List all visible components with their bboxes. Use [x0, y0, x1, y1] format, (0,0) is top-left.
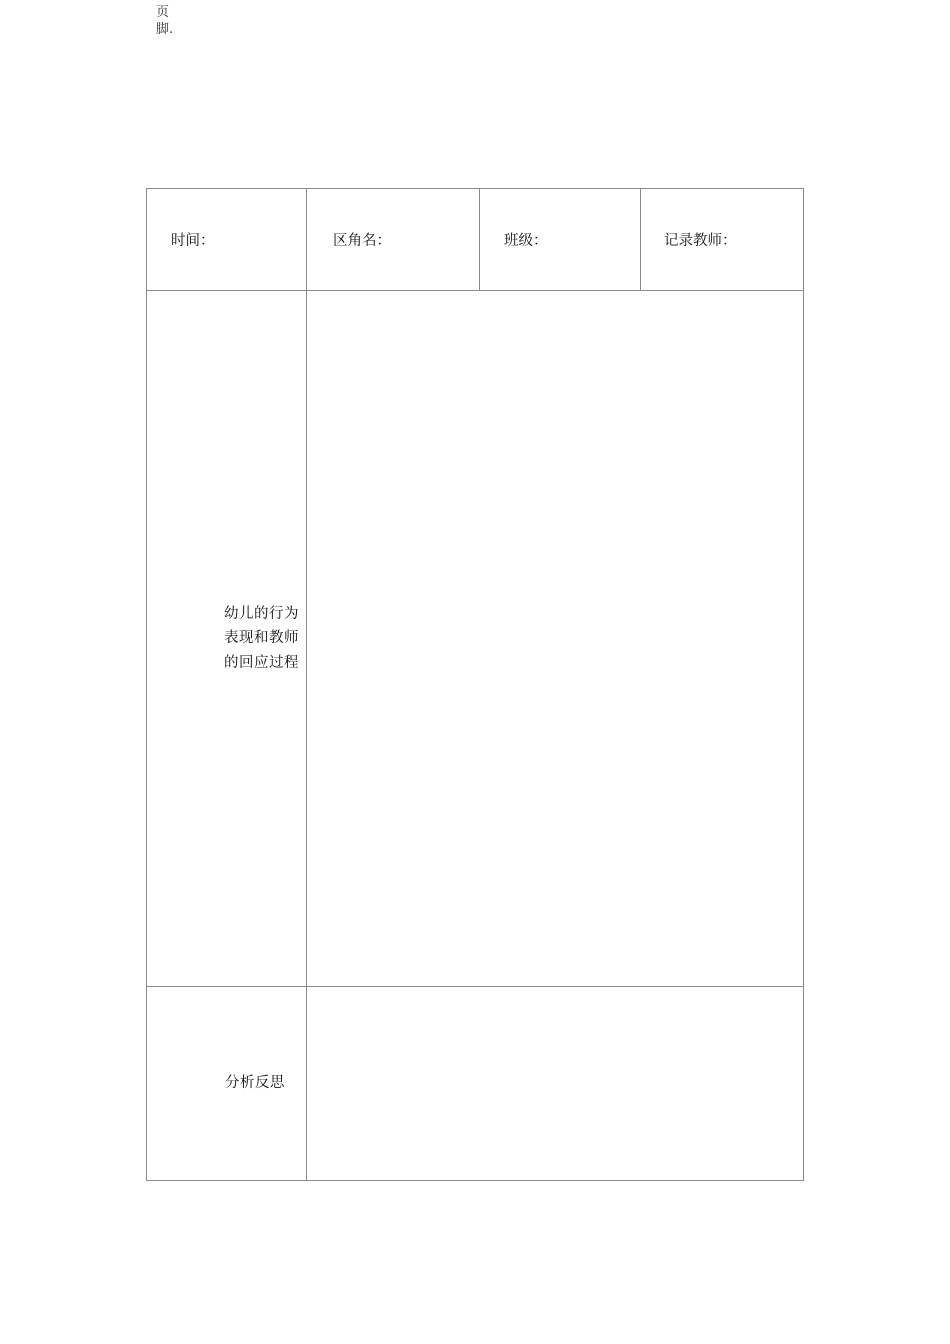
recording-teacher-label: 记录教师：: [664, 233, 737, 249]
behavior-label-cell: [147, 291, 307, 987]
analysis-label-cell: [147, 987, 307, 1181]
analysis-content-area[interactable]: [307, 987, 804, 1181]
area-name-label: 区角名：: [333, 233, 391, 249]
time-label: 时间：: [171, 233, 215, 249]
behavior-row: [147, 291, 804, 987]
analysis-row: [147, 987, 804, 1181]
behavior-label: 幼儿的行为表现和教师的回应过程: [224, 605, 299, 671]
recording-teacher-cell[interactable]: [641, 189, 804, 291]
page-footer-label: [156, 4, 186, 38]
footer-line-2: 脚.: [156, 22, 174, 37]
class-cell[interactable]: [480, 189, 641, 291]
time-cell[interactable]: [147, 189, 307, 291]
observation-record-table: [146, 188, 804, 1181]
class-label: 班级：: [504, 233, 548, 249]
analysis-label: 分析反思: [225, 1075, 285, 1092]
area-name-cell[interactable]: [307, 189, 480, 291]
table-header-row: [147, 189, 804, 291]
footer-line-1: 页: [156, 5, 170, 20]
behavior-content-area[interactable]: [307, 291, 804, 987]
